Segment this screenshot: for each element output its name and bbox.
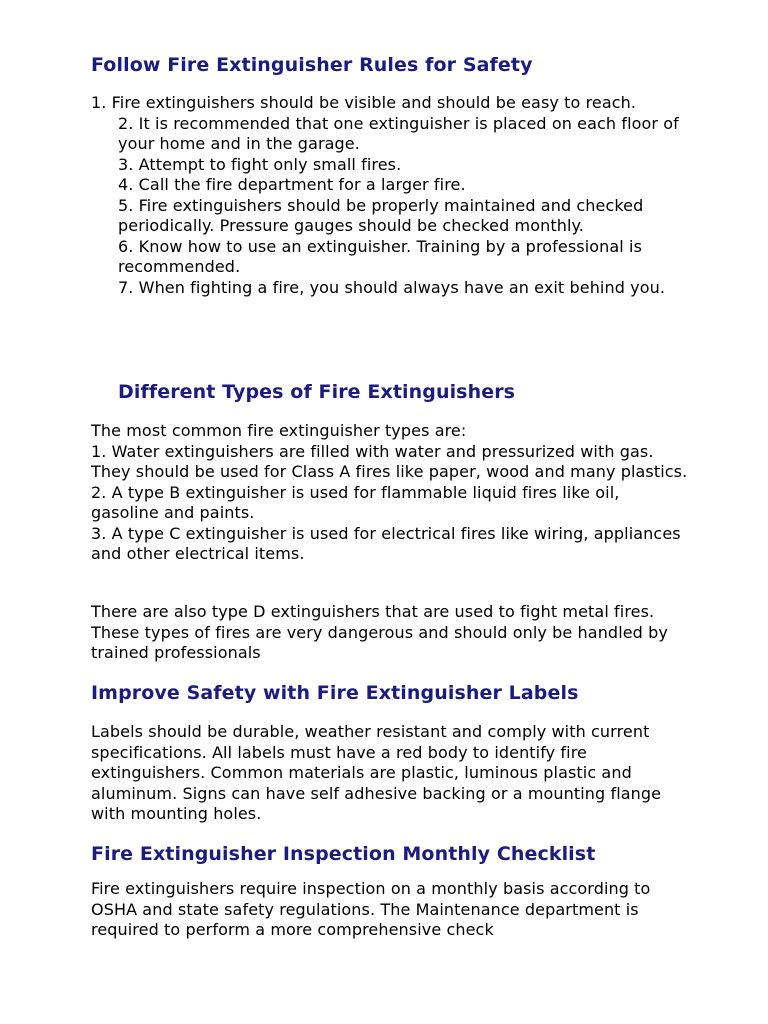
- types-item-2: 2. A type B extinguisher is used for flammable liquid fires like oil, gasoline and paints.: [91, 482, 620, 522]
- heading-rules: Follow Fire Extinguisher Rules for Safety: [91, 54, 533, 76]
- rules-item-5: 5. Fire extinguishers should be properly maintained and checked periodically. Pressure gauges should be checked monthly.: [118, 195, 644, 235]
- types-item-1: 1. Water extinguishers are filled with water and pressurized with gas. They should be used for Class A fires like paper, wood and many plastics.: [91, 441, 688, 481]
- rules-list: [91, 93, 711, 298]
- types-note: There are also type D extinguishers that are used to fight metal fires. These types of fires are very dangerous and should only be handled by trained professionals: [91, 602, 668, 662]
- rules-item-1: 1. Fire extinguishers should be visible and should be easy to reach.: [91, 93, 637, 112]
- heading-inspection: Fire Extinguisher Inspection Monthly Checklist: [91, 843, 596, 865]
- types-block: [91, 421, 691, 565]
- rules-item-3: 3. Attempt to fight only small fires.: [118, 154, 402, 174]
- types-intro: The most common fire extinguisher types are:: [91, 421, 467, 440]
- heading-labels: Improve Safety with Fire Extinguisher Labels: [91, 682, 579, 704]
- labels-body: Labels should be durable, weather resistant and comply with current specifications. All labels must have a red body to identify fire extinguishers. Common materials are plastic, luminous plastic and aluminum. Signs can have self adhesive backing or a mounting flange with mounting holes.: [91, 722, 662, 823]
- heading-types: Different Types of Fire Extinguishers: [118, 381, 516, 403]
- inspection-body: Fire extinguishers require inspection on a monthly basis according to OSHA and state safety regulations. The Maintenance department is required to perform a more comprehensive check: [91, 879, 651, 939]
- types-item-3: 3. A type C extinguisher is used for electrical fires like wiring, appliances and other electrical items.: [91, 523, 681, 563]
- rules-item-6: 6. Know how to use an extinguisher. Training by a professional is recommended.: [118, 236, 642, 276]
- rules-item-2: 2. It is recommended that one extinguisher is placed on each floor of your home and in the garage.: [118, 113, 679, 153]
- rules-item-4: 4. Call the fire department for a larger fire.: [118, 175, 466, 194]
- rules-item-7: 7. When fighting a fire, you should always have an exit behind you.: [118, 277, 666, 297]
